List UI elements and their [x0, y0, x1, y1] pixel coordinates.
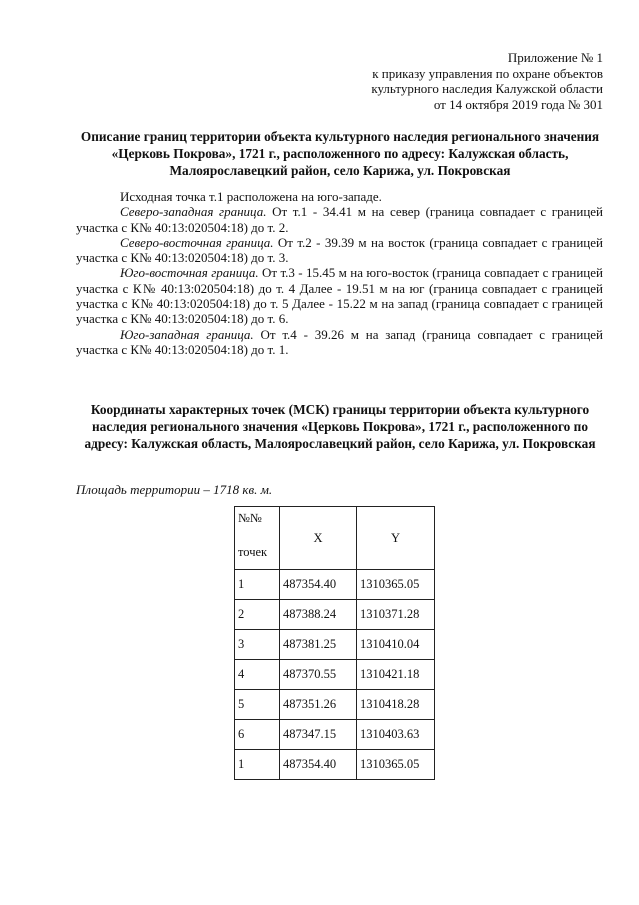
- boundary-description: [76, 189, 603, 357]
- table-row: [235, 750, 435, 780]
- southeast-boundary-paragraph: [76, 265, 603, 326]
- northeast-boundary-text: От т.2 - 39.39 м на восток (граница совпадает с границей участка с К№ 40:13:020504:18) до т. 3.: [76, 234, 603, 266]
- southeast-boundary-label: Юго-восточная граница.: [120, 265, 259, 281]
- northeast-boundary-paragraph: [76, 235, 603, 266]
- x-cell: 487388.24: [280, 600, 357, 630]
- y-cell: 1310403.63: [357, 720, 435, 750]
- point-number-cell: 1: [235, 570, 280, 600]
- table-row: [235, 570, 435, 600]
- point-number-cell: 5: [235, 690, 280, 720]
- southwest-boundary-label: Юго-западная граница.: [120, 326, 254, 342]
- appendix-line-2: к приказу управления по охране объектов: [372, 65, 603, 81]
- x-header: X: [280, 507, 357, 570]
- appendix-line-3: культурного наследия Калужской области: [371, 81, 603, 96]
- y-cell: 1310418.28: [357, 690, 435, 720]
- southeast-boundary-text: От т.3 - 15.45 м на юго-восток (граница совпадает с границей участка с К№ 40:13:020504:18) до т. 4 Далее - 19.51 м на юг (граница совпадает с границей участка с К№ 40:13:020504:18) до т. 5 Далее - 15.22 м на запад (граница совпадает с границей участка с К№ 40:13:020504:18) до т. 6.: [76, 265, 603, 327]
- x-cell: 487351.26: [280, 690, 357, 720]
- y-cell: 1310421.18: [357, 660, 435, 690]
- start-point-text: Исходная точка т.1 расположена на юго-западе.: [120, 189, 382, 204]
- northwest-boundary-text: От т.1 - 34.41 м на север (граница совпадает с границей участка с К№ 40:13:020504:18) до т. 2.: [76, 204, 604, 235]
- x-cell: 487381.25: [280, 630, 357, 660]
- appendix-line-4: от 14 октября 2019 года № 301: [433, 96, 603, 112]
- table-row: [235, 600, 435, 630]
- start-point-paragraph: [76, 189, 603, 204]
- northeast-boundary-label: Северо-восточная граница.: [120, 234, 274, 250]
- table-row: [235, 720, 435, 750]
- appendix-line-1: Приложение № 1: [507, 50, 603, 65]
- coordinates-table: [234, 506, 435, 780]
- point-number-header-line2: точек: [238, 545, 268, 559]
- y-cell: 1310410.04: [357, 630, 435, 660]
- y-header: Y: [357, 507, 435, 570]
- x-cell: 487354.40: [280, 750, 357, 780]
- point-number-cell: 1: [235, 750, 280, 780]
- southwest-boundary-paragraph: [76, 327, 603, 358]
- table-row: [235, 690, 435, 720]
- x-cell: 487370.55: [280, 660, 357, 690]
- point-number-header: [235, 507, 280, 570]
- point-number-cell: 6: [235, 720, 280, 750]
- northwest-boundary-paragraph: [76, 204, 603, 235]
- northwest-boundary-label: Северо-западная граница.: [120, 204, 267, 220]
- territory-area: Площадь территории – 1718 кв. м.: [76, 482, 273, 497]
- table-row: [235, 660, 435, 690]
- point-number-cell: 3: [235, 630, 280, 660]
- y-cell: 1310365.05: [357, 750, 435, 780]
- point-number-header-line1: №№: [238, 511, 262, 525]
- point-number-cell: 2: [235, 600, 280, 630]
- table-header-row: [235, 507, 435, 570]
- x-cell: 487347.15: [280, 720, 357, 750]
- x-cell: 487354.40: [280, 570, 357, 600]
- southwest-boundary-text: От т.4 - 39.26 м на запад (граница совпадает с границей участка с К№ 40:13:020504:18) до т. 1.: [76, 326, 603, 357]
- point-number-cell: 4: [235, 660, 280, 690]
- y-cell: 1310365.05: [357, 570, 435, 600]
- table-row: [235, 630, 435, 660]
- appendix-header: [371, 50, 603, 112]
- y-cell: 1310371.28: [357, 600, 435, 630]
- boundary-description-title: Описание границ территории объекта культурного наследия регионального значения «Церковь Покрова», 1721 г., расположенного по адресу: Калужская область, Малоярославецкий район, село Карижа, ул. Покровская: [80, 129, 600, 178]
- coordinates-title: Координаты характерных точек (МСК) границы территории объекта культурного наследия регионального значения «Церковь Покрова», 1721 г., расположенного по адресу: Калужская область, Малоярославецкий район, село Карижа, ул. Покровская: [84, 402, 596, 451]
